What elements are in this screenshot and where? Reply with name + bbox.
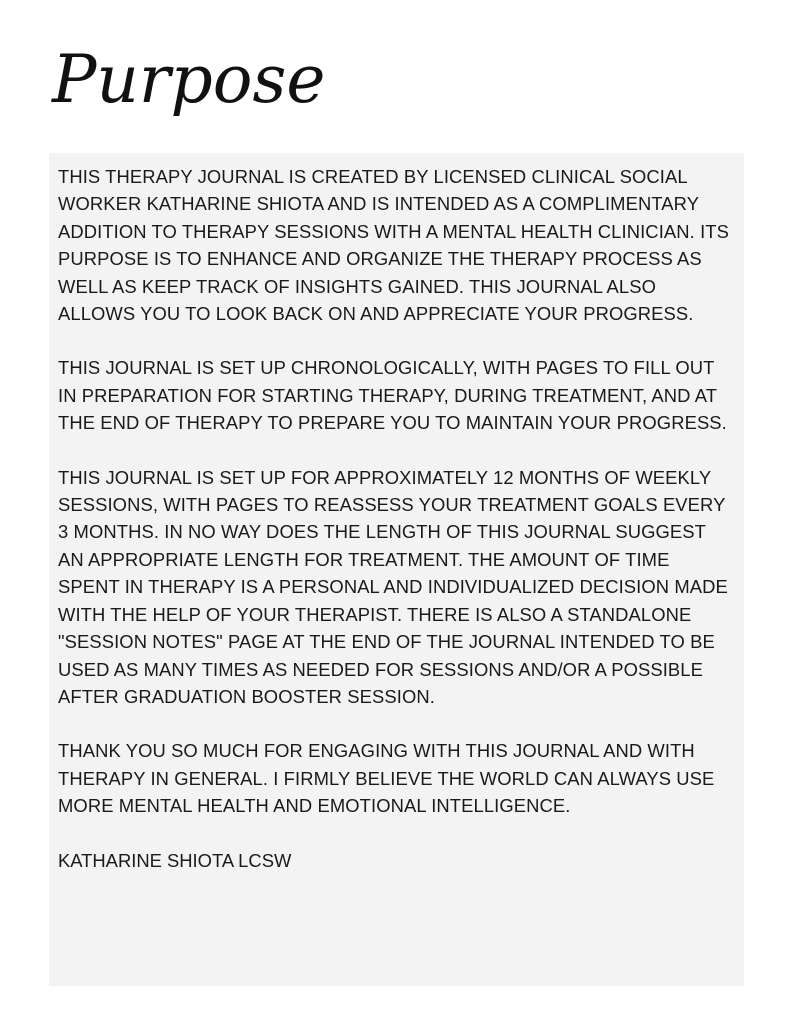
thanks-paragraph: THANK YOU SO MUCH FOR ENGAGING WITH THIS JOURNAL AND WITH THERAPY IN GENERAL. I FIRMLY BELIEVE THE WORLD CAN ALWAYS USE MORE MENTAL HEALTH AND EMOTIONAL INTELLIGENCE. <box>58 740 715 817</box>
content-box <box>49 153 744 986</box>
page-title-text: Purpose <box>52 41 326 118</box>
structure-paragraph: THIS JOURNAL IS SET UP CHRONOLOGICALLY, WITH PAGES TO FILL OUT IN PREPARATION FOR STARTING THERAPY, DURING TREATMENT, AND AT THE END OF THERAPY TO PREPARE YOU TO MAINTAIN YOUR PROGRESS. <box>58 357 727 434</box>
author-signature: KATHARINE SHIOTA LCSW <box>58 849 292 871</box>
duration-paragraph: THIS JOURNAL IS SET UP FOR APPROXIMATELY 12 MONTHS OF WEEKLY SESSIONS, WITH PAGES TO REASSESS YOUR TREATMENT GOALS EVERY 3 MONTHS. IN NO WAY DOES THE LENGTH OF THIS JOURNAL SUGGEST AN APPROPRIATE LENGTH FOR TREATMENT. THE AMOUNT OF TIME SPENT IN THERAPY IS A PERSONAL AND INDIVIDUALIZED DECISION MADE WITH THE HELP OF YOUR THERAPIST. THERE IS ALSO A STANDALONE "SESSION NOTES" PAGE AT THE END OF THE JOURNAL INTENDED TO BE USED AS MANY TIMES AS NEEDED FOR SESSIONS AND/OR A POSSIBLE AFTER GRADUATION BOOSTER SESSION. <box>58 466 728 707</box>
intro-paragraph: THIS THERAPY JOURNAL IS CREATED BY LICENSED CLINICAL SOCIAL WORKER KATHARINE SHIOTA AND IS INTENDED AS A COMPLIMENTARY ADDITION TO THERAPY SESSIONS WITH A MENTAL HEALTH CLINICIAN. ITS PURPOSE IS TO ENHANCE AND ORGANIZE THE THERAPY PROCESS AS WELL AS KEEP TRACK OF INSIGHTS GAINED. THIS JOURNAL ALSO ALLOWS YOU TO LOOK BACK ON AND APPRECIATE YOUR PROGRESS. <box>58 166 729 325</box>
page-title <box>48 30 348 130</box>
